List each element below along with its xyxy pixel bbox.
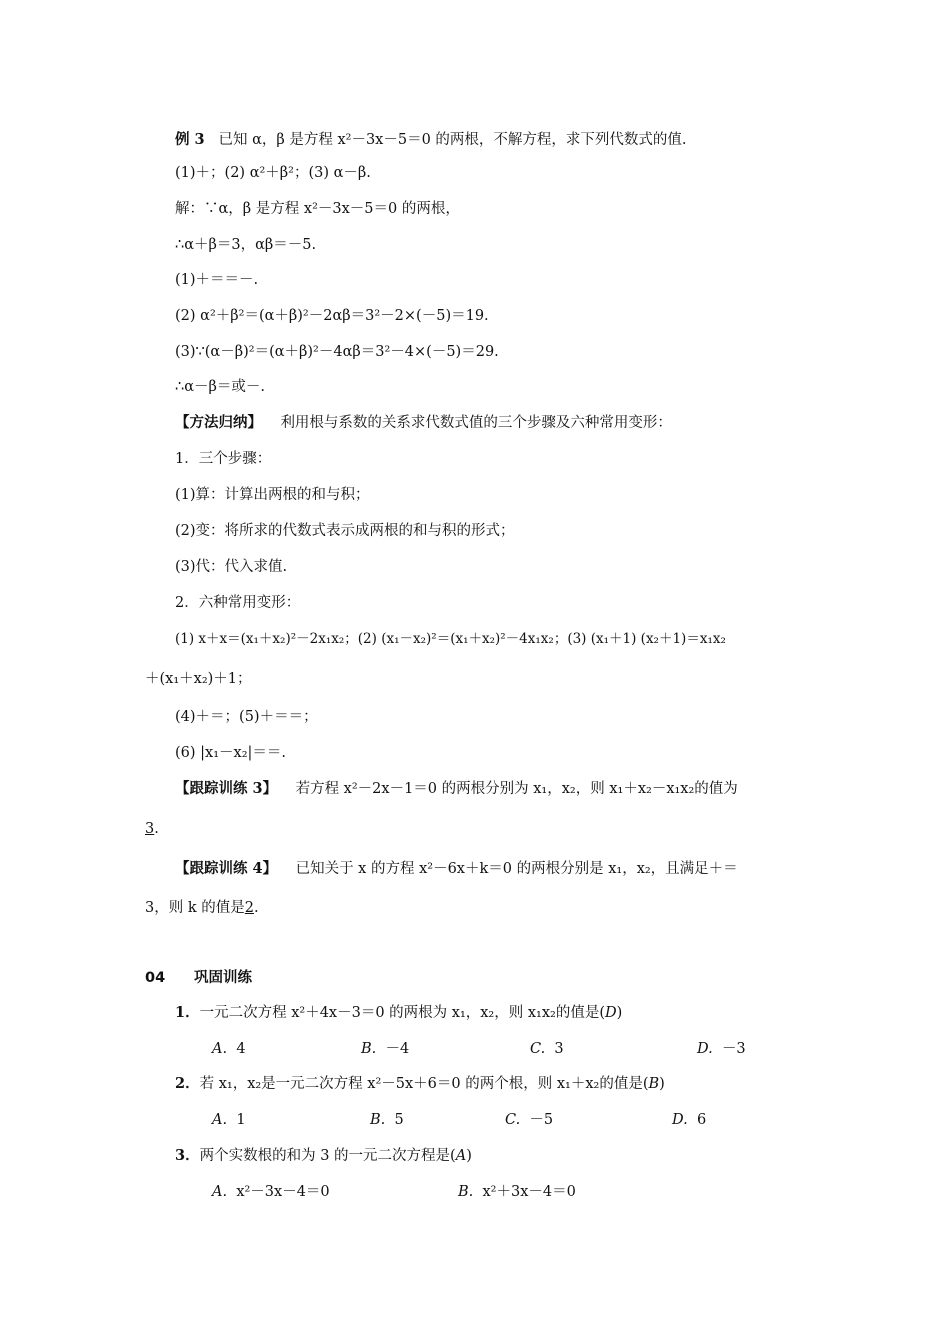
section-title: 巩固训练 — [194, 970, 252, 986]
track4-answer: 2 — [244, 900, 254, 916]
option-text: 1 — [236, 1112, 246, 1128]
q2-option-a — [212, 1110, 246, 1130]
question-3 — [175, 1146, 472, 1166]
forms-line-2: (4)＋＝；(5)＋＝＝； — [175, 709, 318, 725]
question-close: ) — [616, 1005, 623, 1021]
q1-option-c — [530, 1039, 564, 1059]
steps-title: 1．三个步骤： — [175, 451, 272, 467]
question-number: 3． — [175, 1147, 200, 1164]
solution-line-6: ∴α－β＝或－. — [175, 379, 266, 395]
track4-answer-line — [145, 898, 259, 918]
q1-option-d — [697, 1039, 746, 1059]
method-heading — [175, 413, 672, 433]
track3-answer: 3 — [145, 821, 155, 837]
solution-line-1: 解：∵α，β 是方程 x²－3x－5＝0 的两根， — [175, 201, 460, 217]
track3-text: 若方程 x²－2x－1＝0 的两根分别为 x₁，x₂，则 x₁＋x₂－x₁x₂的值为 — [295, 781, 738, 797]
question-number: 1． — [175, 1004, 200, 1021]
track3-end: . — [154, 821, 159, 837]
track4-text2: 3，则 k 的值是 — [145, 900, 245, 916]
step-1: (1)算：计算出两根的和与积； — [175, 487, 370, 503]
forms-line-3: (6) |x₁－x₂|＝＝. — [175, 745, 287, 761]
q3-option-b — [458, 1182, 576, 1202]
option-text: －3 — [721, 1041, 746, 1057]
option-letter: A. — [212, 1041, 228, 1057]
option-text: －5 — [529, 1112, 554, 1128]
forms-line-1: (1) x＋x＝(x₁＋x₂)²－2x₁x₂；(2) (x₁－x₂)²＝(x₁＋x₂)²－4x₁x₂；(3) (x₁＋1) (x₂＋1)＝x₁x₂ — [175, 631, 726, 647]
question-close: ) — [466, 1148, 472, 1164]
option-text: x²－3x－4＝0 — [236, 1184, 330, 1200]
q2-option-d — [672, 1110, 706, 1130]
question-answer: B — [648, 1076, 660, 1092]
question-answer: A — [455, 1148, 467, 1164]
method-text: 利用根与系数的关系求代数式值的三个步骤及六种常用变形： — [280, 415, 672, 431]
example-parts: (1)＋；(2) α²＋β²；(3) α－β. — [175, 165, 371, 181]
option-text: x²＋3x－4＝0 — [482, 1184, 576, 1200]
solution-line-4: (2) α²＋β²＝(α＋β)²－2αβ＝3²－2×(－5)＝19. — [175, 308, 489, 324]
step-3: (3)代：代入求值. — [175, 559, 288, 575]
forms-line-1-cont: ＋(x₁＋x₂)＋1； — [145, 671, 252, 687]
track3-answer-line — [145, 819, 159, 839]
solution-line-2: ∴α＋β＝3，αβ＝－5. — [175, 237, 317, 253]
q3-option-a — [212, 1182, 330, 1202]
option-text: －4 — [385, 1041, 410, 1057]
step-2: (2)变：将所求的代数式表示成两根的和与积的形式； — [175, 523, 515, 539]
option-letter: D. — [672, 1112, 688, 1128]
option-letter: A. — [212, 1184, 228, 1200]
track4-text: 已知关于 x 的方程 x²－6x＋k＝0 的两根分别是 x₁，x₂，且满足＋＝ — [295, 861, 738, 877]
question-1 — [175, 1003, 622, 1023]
q2-option-b — [370, 1110, 404, 1130]
method-label: 【方法归纳】 — [175, 414, 262, 431]
option-letter: B. — [370, 1112, 386, 1128]
solution-line-3: (1)＋＝＝－. — [175, 272, 259, 288]
question-stem: 一元二次方程 x²＋4x－3＝0 的两根为 x₁，x₂，则 x₁x₂的值是( — [199, 1005, 605, 1021]
forms-title: 2．六种常用变形： — [175, 595, 301, 611]
option-letter: B. — [361, 1041, 377, 1057]
track4-label: 【跟踪训练 4】 — [175, 860, 278, 877]
question-2 — [175, 1074, 665, 1094]
track4-end: . — [253, 900, 259, 916]
solution-line-5: (3)∵(α－β)²＝(α＋β)²－4αβ＝3²－4×(－5)＝29. — [175, 344, 499, 360]
track3-label: 【跟踪训练 3】 — [175, 780, 278, 797]
track4-line — [175, 859, 738, 879]
example-problem: 已知 α，β 是方程 x²－3x－5＝0 的两根，不解方程，求下列代数式的值. — [218, 132, 687, 148]
option-text: 3 — [554, 1041, 564, 1057]
option-letter: C. — [530, 1041, 546, 1057]
question-number: 2． — [175, 1075, 200, 1092]
question-answer: D — [605, 1005, 617, 1021]
option-text: 6 — [696, 1112, 707, 1128]
option-letter: C. — [505, 1112, 521, 1128]
example-label: 例 3 — [175, 131, 205, 148]
question-stem: 两个实数根的和为 3 的一元二次方程是( — [199, 1148, 456, 1164]
option-letter: B. — [458, 1184, 474, 1200]
question-stem: 若 x₁，x₂是一元二次方程 x²－5x＋6＝0 的两个根，则 x₁＋x₂的值是( — [199, 1076, 649, 1092]
option-letter: A. — [212, 1112, 228, 1128]
q1-option-b — [361, 1039, 409, 1059]
example-problem-line — [175, 130, 687, 150]
question-close: ) — [659, 1076, 665, 1092]
q2-option-c — [505, 1110, 553, 1130]
option-text: 4 — [236, 1041, 246, 1057]
track3-line — [175, 779, 738, 799]
option-letter: D. — [697, 1041, 713, 1057]
section-number: 04 — [145, 970, 166, 986]
q1-option-a — [212, 1039, 246, 1059]
option-text: 5 — [394, 1112, 404, 1128]
